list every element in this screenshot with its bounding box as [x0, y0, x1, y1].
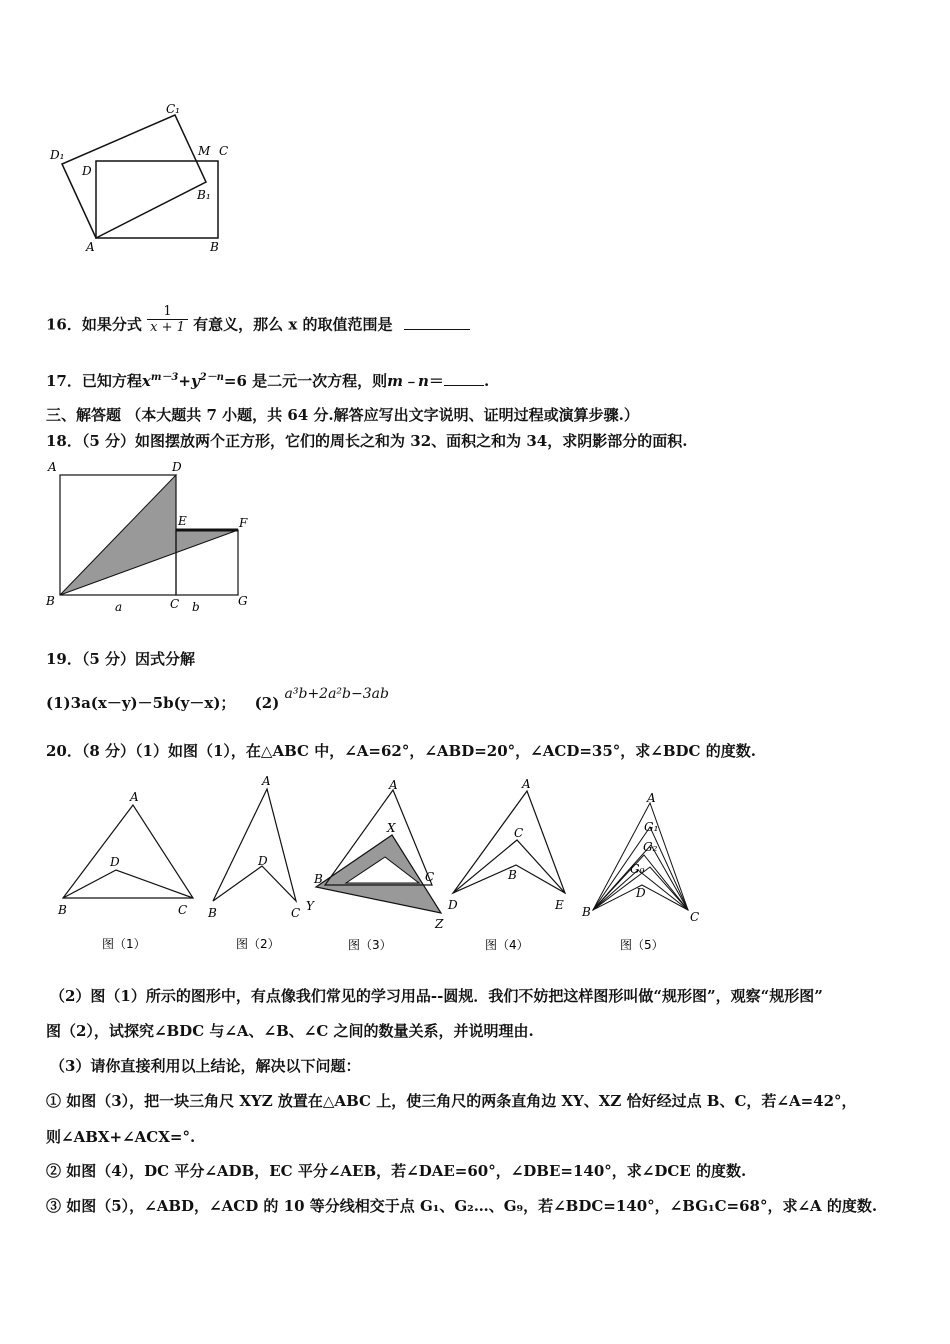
- label-d1: D₁: [50, 148, 65, 162]
- question-17: [46, 370, 489, 391]
- m-minus-n: m﹣n: [387, 372, 429, 390]
- section-heading: 三、解答题 （本大题共 7 小题，共 64 分.解答应写出文字说明、证明过程或演算步骤.）: [46, 406, 639, 424]
- part-2-expression: a³b+2a²b−3ab: [284, 686, 389, 702]
- label-a: A: [48, 460, 57, 474]
- label-b: B: [210, 240, 219, 254]
- x-exponent: m－3: [150, 372, 179, 383]
- fig5-label-b: B: [582, 905, 591, 919]
- fig2-label-d: D: [258, 854, 268, 868]
- q20-case1-line1: ① 如图（3），把一块三角尺 XYZ 放置在△ABC 上，使三角尺的两条直角边 XY、XZ 恰好经过点 B、C，若∠A=42°，: [46, 1092, 857, 1110]
- fig3-label-y: Y: [306, 899, 314, 913]
- q20-part3: （3）请你直接利用以上结论，解决以下问题：: [50, 1057, 361, 1075]
- caption-fig3: 图（3）: [348, 938, 392, 952]
- fig5-label-g2: G₂: [643, 840, 658, 854]
- fraction-numerator: 1: [147, 304, 188, 320]
- question-18: 18．（5 分）如图摆放两个正方形，它们的周长之和为 32、面积之和为 34，求阴影部分的面积.: [46, 432, 688, 450]
- fig4-label-d: D: [448, 898, 458, 912]
- fraction-denominator: x + 1: [150, 320, 185, 335]
- label-a: A: [86, 240, 95, 254]
- label-b: B: [46, 594, 55, 608]
- q16-prefix: 16．如果分式: [46, 315, 142, 334]
- fig1-label-a: A: [130, 790, 139, 804]
- label-c: C: [170, 597, 180, 611]
- fig1-label-d: D: [110, 855, 120, 869]
- label-b1: B₁: [197, 188, 211, 202]
- fig4-label-a: A: [522, 777, 531, 791]
- figure-1: [57, 790, 193, 917]
- q20-part2-line2: 图（2），试探究∠BDC 与∠A、∠B、∠C 之间的数量关系，并说明理由.: [46, 1022, 534, 1040]
- q20-case3: ③ 如图（5），∠ABD，∠ACD 的 10 等分线相交于点 G₁、G₂…、G₉，若∠BDC=140°，∠BG₁C=68°，求∠A 的度数.: [46, 1197, 878, 1215]
- q20-case2: ② 如图（4），DC 平分∠ADB，EC 平分∠AEB，若∠DAE=60°，∠DBE=140°，求∠DCE 的度数.: [46, 1162, 747, 1180]
- question-16: [46, 304, 470, 341]
- fraction: [147, 304, 188, 335]
- q20-case1-line2: 则∠ABX+∠ACX=°.: [46, 1128, 196, 1146]
- fig5-label-g9: G₉: [630, 862, 645, 876]
- caption-fig1: 图（1）: [102, 937, 146, 951]
- caption-fig4: 图（4）: [485, 938, 529, 952]
- fig2-label-a: A: [262, 775, 271, 788]
- q17-prefix: 17．已知方程: [46, 372, 142, 390]
- question-20: 20．（8 分）（1）如图（1），在△ABC 中，∠A=62°，∠ABD=20°，∠ACD=35°，求∠BDC 的度数.: [46, 742, 756, 760]
- fig3-label-z: Z: [435, 917, 444, 931]
- caption-fig5: 图（5）: [620, 938, 664, 952]
- fig2-label-b: B: [208, 906, 217, 920]
- label-e: E: [178, 514, 187, 528]
- fig5-label-d: D: [636, 886, 646, 900]
- figure-3: [306, 778, 444, 931]
- two-squares-figure: [40, 455, 260, 620]
- answer-blank: [444, 371, 484, 386]
- q20-part2-line1: （2）图（1）所示的图形中，有点像我们常见的学习用品--圆规．我们不妨把这样图形叫做“规形图”，观察“规形图”: [50, 987, 823, 1005]
- question-19-parts: [46, 686, 389, 713]
- fig3-label-c: C: [425, 870, 435, 884]
- shaded-region: [60, 475, 238, 595]
- label-m: M: [198, 144, 211, 158]
- fig5-label-a: A: [647, 791, 656, 805]
- period: .: [483, 372, 490, 390]
- label-f: F: [239, 516, 248, 530]
- q16-suffix: 有意义，那么 x 的取值范围是: [193, 315, 393, 334]
- label-b-length: b: [192, 600, 200, 614]
- fig2-label-c: C: [291, 906, 301, 920]
- fig3-label-a: A: [389, 778, 398, 792]
- fig1-label-c: C: [178, 903, 188, 917]
- answer-blank: [404, 315, 470, 330]
- fig4-label-e: E: [555, 898, 564, 912]
- fig3-label-b: B: [314, 872, 323, 886]
- x-var: x: [141, 372, 151, 390]
- part-2-label: (2): [254, 694, 280, 712]
- caption-fig2: 图（2）: [236, 937, 280, 951]
- q17-mid: =6 是二元一次方程，则: [223, 372, 388, 390]
- part-1: (1)3a(x－y)－5b(y－x)；: [46, 694, 236, 712]
- fig1-label-b: B: [58, 903, 67, 917]
- label-c1: C₁: [166, 102, 180, 116]
- label-d: D: [172, 460, 182, 474]
- label-g: G: [238, 594, 248, 608]
- rotated-rectangle-figure: [40, 95, 250, 265]
- figure-2: [207, 775, 300, 920]
- equals: ＝: [428, 372, 444, 390]
- question-19: 19．（5 分）因式分解: [46, 650, 196, 668]
- figure-4: [447, 777, 565, 912]
- label-d: D: [82, 164, 92, 178]
- label-a-length: a: [115, 600, 123, 614]
- plus: +: [178, 372, 191, 390]
- y-var: y: [190, 372, 200, 390]
- fig3-label-x: X: [387, 821, 396, 835]
- fig4-label-b: B: [508, 868, 517, 882]
- fig5-label-g1: G₁: [644, 820, 659, 834]
- fig4-label-c: C: [514, 826, 524, 840]
- label-c: C: [219, 144, 229, 158]
- figures-1-to-5: [50, 775, 710, 960]
- fig5-label-c: C: [690, 910, 700, 924]
- y-exponent: 2－n: [199, 372, 224, 383]
